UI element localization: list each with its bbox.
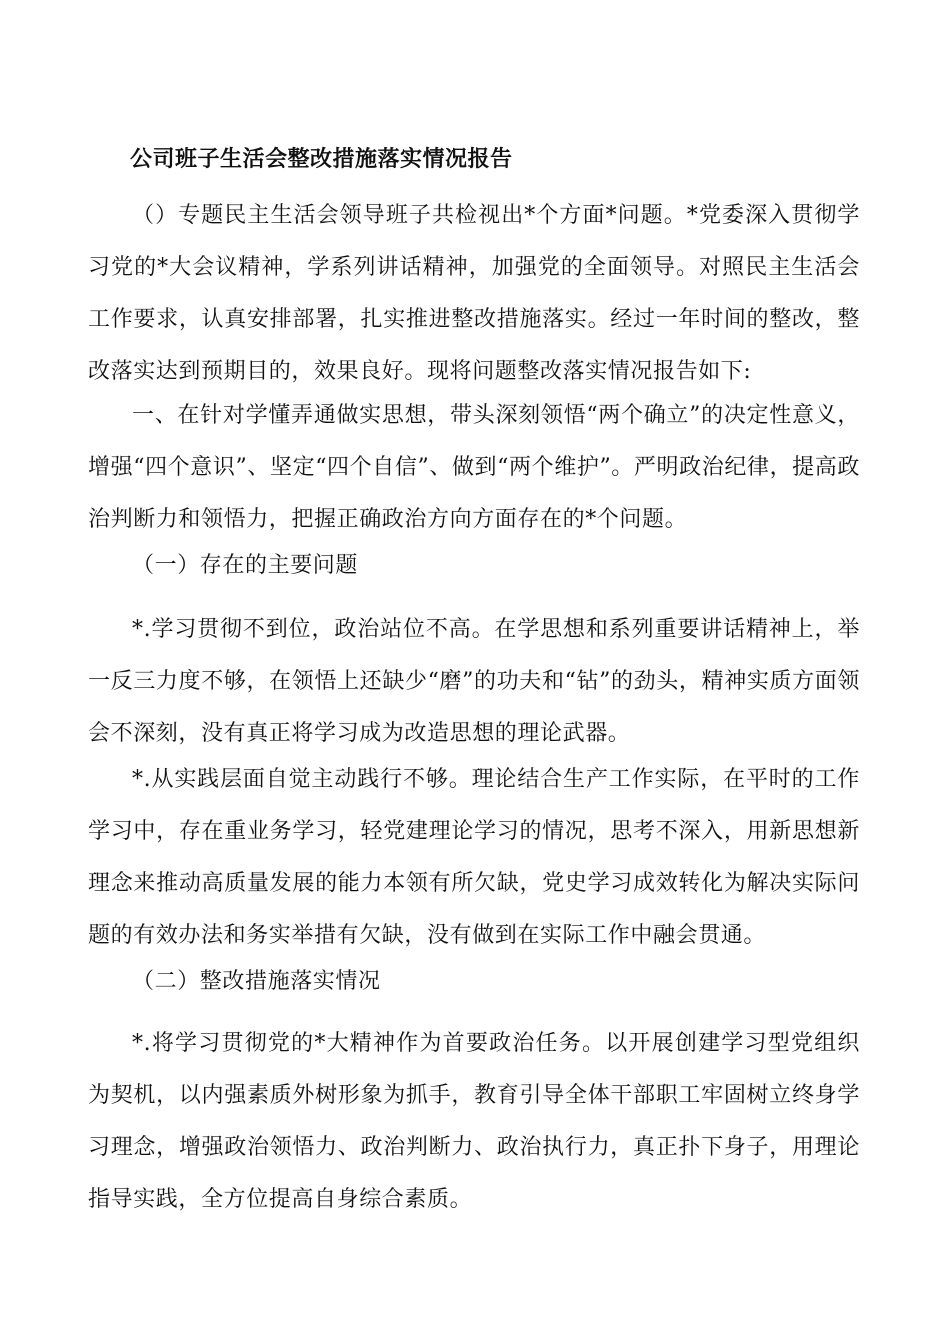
paragraph-measure-one: *.将学习贯彻党的*大精神作为首要政治任务。以开展创建学习型党组织为契机，以内强素质外树形象为抓手，教育引导全体干部职工牢固树立终身学习理念，增强政治领悟力、政治判断力、政治执行力，真正扑下身子，用理论指导实践，全方位提高自身综合素质。: [88, 1031, 860, 1212]
paragraph-section-one: 一、在针对学懂弄通做实思想，带头深刻领悟“两个确立”的决定性意义，增强“四个意识”、坚定“四个自信”、做到“两个维护”。严明政治纪律，提高政治判断力和领悟力，把握正确政治方向方面存在的*个问题。: [88, 403, 860, 532]
paragraph-problem-one: *.学习贯彻不到位，政治站位不高。在学思想和系列重要讲话精神上，举一反三力度不够，在领悟上还缺少“磨”的功夫和“钻”的劲头，精神实质方面领会不深刻，没有真正将学习成为改造思想的理论武器。: [88, 617, 860, 746]
subheading-rectification-measures: （二）整改措施落实情况: [132, 969, 381, 994]
subheading-main-problems: （一）存在的主要问题: [132, 553, 359, 578]
paragraph-intro: （）专题民主生活会领导班子共检视出*个方面*问题。*党委深入贯彻学习党的*大会议精神，学系列讲话精神，加强党的全面领导。对照民主生活会工作要求，认真安排部署，扎实推进整改措施落实。经过一年时间的整改，整改落实达到预期目的，效果良好。现将问题整改落实情况报告如下:: [88, 203, 860, 384]
paragraph-problem-two: *.从实践层面自觉主动践行不够。理论结合生产工作实际，在平时的工作学习中，存在重业务学习，轻党建理论学习的情况，思考不深入，用新思想新理念来推动高质量发展的能力本领有所欠缺，党史学习成效转化为解决实际问题的有效办法和务实举措有欠缺，没有做到在实际工作中融会贯通。: [88, 767, 860, 948]
document-title: 公司班子生活会整改措施落实情况报告: [130, 146, 513, 172]
